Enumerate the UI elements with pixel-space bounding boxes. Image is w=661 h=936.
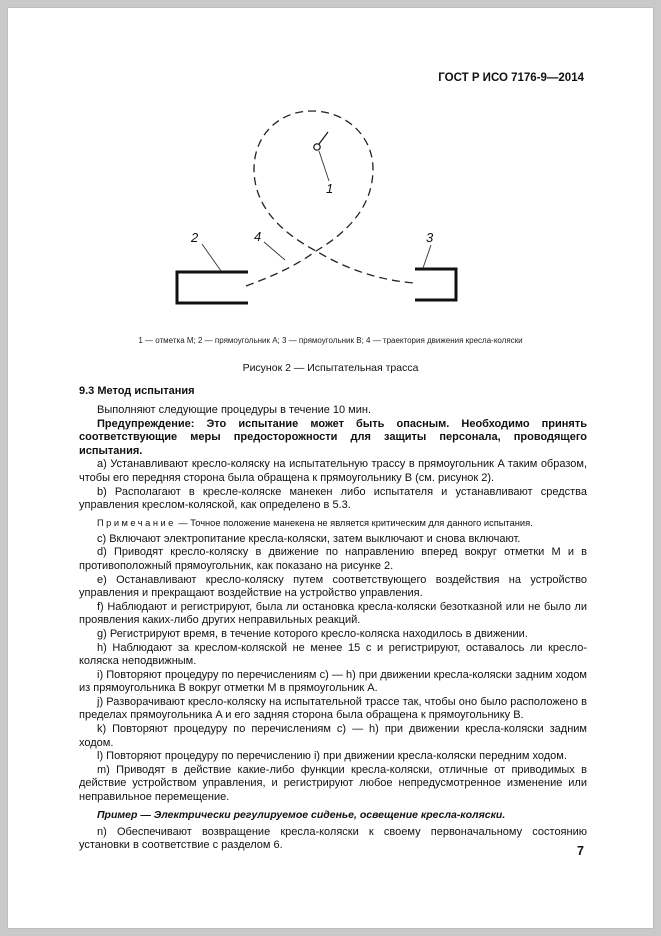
mark-m-icon <box>314 144 320 150</box>
paragraph-f: f) Наблюдают и регистрируют, была ли остановка кресла-коляски безотказной или не было ли проявления каких-либо других неправильных реакций. <box>79 600 587 627</box>
document-page <box>7 7 654 929</box>
paragraph-l: l) Повторяют процедуру по перечислению i) при движении кресла-коляски передним ходом. <box>97 750 567 763</box>
leader-line-2 <box>202 244 221 271</box>
note <box>79 517 587 529</box>
page-number: 7 <box>577 844 584 858</box>
test-track-figure <box>71 89 591 344</box>
leader-line-3 <box>423 245 431 268</box>
paragraph-d: d) Приводят кресло-коляску в движение по направлению вперед вокруг отметки M и в противоположный прямоугольник, как показано на рисунке 2. <box>79 546 587 572</box>
mark-m-stem <box>319 132 328 144</box>
paragraph-m: m) Приводят в действие какие-либо функции кресла-коляски, отличные от приводимых в действие устройством управления, и регистрируют любое непредусмотренное изменение или неправильное перемещение. <box>79 763 587 804</box>
warning-paragraph: Предупреждение: Это испытание может быть опасным. Необходимо принять соответствующие меры предосторожности для защиты персонала, проводящего испытания. <box>79 417 587 457</box>
paragraph-i: i) Повторяют процедуру по перечислениям c) — h) при движении кресла-коляски задним ходом из прямоугольника B вокруг отметки M в прямоугольник A. <box>79 668 587 695</box>
example-paragraph: Пример — Электрически регулируемое сиденье, освещение кресла-коляски. <box>97 808 506 821</box>
figure-label-3: 3 <box>426 230 434 245</box>
rectangle-a <box>177 272 248 303</box>
paragraph-a: a) Устанавливают кресло-коляску на испытательную трассу в прямоугольник A таким образом, чтобы его передняя сторона была обращена к прямоугольнику B (см. рисунок 2). <box>79 458 587 484</box>
paragraph-b: b) Располагают в кресле-коляске манекен либо испытателя и устанавливают средства управления креслом-коляской, как определено в 5.3. <box>79 485 587 512</box>
figure-label-1: 1 <box>326 181 334 196</box>
document-header: ГОСТ Р ИСО 7176-9—2014 <box>438 72 584 84</box>
leader-line-4 <box>264 242 285 260</box>
leader-line-1 <box>319 151 329 181</box>
section-heading: 9.3 Метод испытания <box>79 385 195 397</box>
figure-caption: Рисунок 2 — Испытательная трасса <box>242 362 419 374</box>
paragraph-h: h) Наблюдают за креслом-коляской не менее 15 с и регистрируют, оставалось ли кресло-коляска неподвижным. <box>79 641 587 668</box>
note-label: Примечание <box>97 517 176 528</box>
paragraph-k: k) Повторяют процедуру по перечислениям c) — h) при движении кресла-коляски задним ходом. <box>79 723 587 749</box>
paragraph-intro: Выполняют следующие процедуры в течение 10 мин. <box>97 404 372 416</box>
paragraph-n: n) Обеспечивают возвращение кресла-коляски к своему первоначальному состоянию установки в соответствие с разделом 6. <box>79 825 587 852</box>
paragraph-j: j) Разворачивают кресло-коляску на испытательной трассе так, чтобы оно было расположено в пределах прямоугольника A и его задняя сторона была обращена к прямоугольнику B. <box>79 695 587 722</box>
figure-label-4: 4 <box>254 229 262 244</box>
figure-legend: 1 — отметка M; 2 — прямоугольник A; 3 — прямоугольник B; 4 — траектория движения кресла-коляски <box>138 336 523 345</box>
figure-label-2: 2 <box>191 230 199 245</box>
body-text <box>79 385 587 853</box>
paragraph-c: c) Включают электропитание кресла-коляски, затем выключают и снова включают. <box>97 532 521 545</box>
note-text: — Точное положение манекена не является критическим для данного испытания. <box>178 517 533 528</box>
paragraph-g: g) Регистрируют время, в течение которого кресло-коляска находилось в движении. <box>97 627 528 640</box>
rectangle-b <box>415 269 456 300</box>
trajectory-path <box>246 111 414 286</box>
paragraph-e: e) Останавливают кресло-коляску путем соответствующего воздействия на устройство управления и прекращают воздействие на устройство управления. <box>79 573 587 600</box>
